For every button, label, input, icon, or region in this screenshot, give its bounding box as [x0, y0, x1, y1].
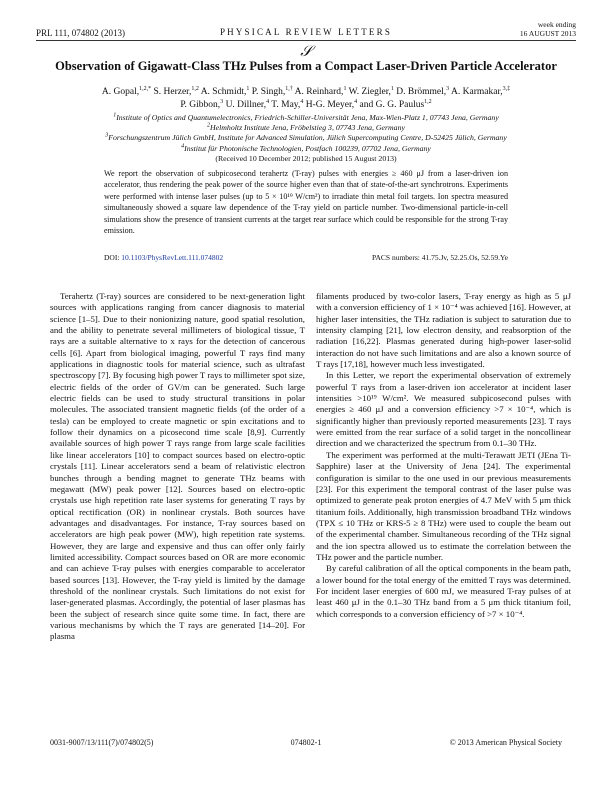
- aps-logo-icon: 𝒮: [300, 44, 312, 60]
- doi-label: DOI:: [104, 253, 120, 262]
- affiliation-3: $^3$Forschungszentrum Jülich GmbH, Institute for Advanced Simulation, Jülich Supercomputing Centre, D-52425 Jülich, Germany: [105, 132, 507, 143]
- authors-line-1: A. Gopal,$^{1,2,*}$ S. Herzer,$^{1,2}$ A. Schmidt,$^1$ P. Singh,$^{1,\dagger}$ A. Reinhard,$^1$ W. Ziegler,$^1$ D. Brömmel,$^3$ A. Karmakar,$^{3,\ddagger}$: [101, 85, 511, 97]
- authors-line-2: P. Gibbon,$^3$ U. Dillner,$^4$ T. May,$^4$ H-G. Meyer,$^4$ and G. G. Paulus$^{1,2}$: [180, 98, 432, 110]
- affiliations: [36, 113, 576, 164]
- week-ending-label: week ending: [537, 20, 576, 29]
- body-paragraph: filaments produced by two-color lasers, T-ray energy as high as 5 μJ with a conversion efficiency of 1 × 10⁻⁴ was achieved [16]. However, at higher laser intensities, the THz radiation is subject to saturation due to intensity clamping [21], low electron density, and reabsorption of the radiation [16,22]. Plasmas generated during high-power laser-solid interaction do not have such limitations and are also a known source of T rays [17,18], however much less investigated.: [316, 291, 571, 370]
- author-list: [50, 86, 562, 112]
- footer-issn: 0031-9007/13/111(7)/074802(5): [50, 738, 154, 747]
- week-ending-date: 16 AUGUST 2013: [519, 28, 576, 38]
- journal-name: PHYSICAL REVIEW LETTERS: [219, 27, 393, 37]
- footer-page-number: 074802-1: [290, 738, 322, 747]
- body-column-left: [50, 291, 305, 643]
- abstract: We report the observation of subpicosecond terahertz (T-ray) pulses with energies ≥ 460 μJ from a laser-driven ion accelerator, thus rendering the peak power of the source higher even than that of state-of-the-art synchrotrons. Experiments were performed with intense laser pulses (up to 5 × 10¹⁹ W/cm²) to irradiate thin metal foil targets. Ion spectra measured simultaneously showed a square law dependence of the T-ray yield on particle number. Two-dimensional particle-in-cell simulations show the presence of transient currents at the target rear surface which could be responsible for the strong T-ray emission.: [104, 169, 508, 236]
- header-rule: [36, 40, 576, 41]
- body-column-right: [316, 291, 571, 620]
- affiliation-4: $^4$Institut für Photonische Technologien, Postfach 100239, 07702 Jena, Germany: [181, 143, 431, 153]
- running-header: [36, 20, 576, 42]
- pacs-numbers: PACS numbers: 41.75.Jv, 52.25.Os, 52.59.Ye: [372, 253, 508, 262]
- received-date: (Received 10 December 2012; published 15 August 2013): [215, 153, 397, 163]
- journal-reference: PRL 111, 074802 (2013): [36, 28, 125, 38]
- body-paragraph: In this Letter, we report the experimental observation of extremely powerful T rays from a laser-driven ion accelerator at incident laser intensities >10¹⁹ W/cm². We measured subpicosecond pulses with energies ≥ 460 μJ and a conversion efficiency >7 × 10⁻⁴, which is significantly higher than previously reported measurements [23]. T rays were emitted from the rear surface of a solid target in the noncollinear direction and we characterized the spectrum from 0.1–30 THz.: [316, 370, 571, 449]
- week-ending: [520, 21, 576, 38]
- body-paragraph: The experiment was performed at the multi-Terawatt JETI (JEna Ti-Sapphire) laser at the University of Jena [24]. The experimental configuration is similar to the one used in our previous measurements [23]. For this experiment the temporal contrast of the laser pulse was optimized to generate peak proton energies of 4.7 MeV with 5 μm thick titanium foils. Additionally, high transmission broadband THz windows (TPX ≤ 10 THz or KRS-5 ≥ 8 THz) were used to couple the beam out of the experimental chamber. Simultaneous recording of the THz signal and the ion spectra allowed us to estimate the correlation between the THz power and the particle number.: [316, 449, 571, 562]
- body-paragraph: Terahertz (T-ray) sources are considered to be next-generation light sources with applications ranging from cancer diagnosis to material science [1–5]. Due to their nonionizing nature, good spatial resolution, and the ability to penetrate several millimeters of biological tissue, T rays are a suitable alternative to x rays for the detection of cancerous cells [6]. Apart from biological imaging, powerful T rays find many applications in diagnostic tools for material science, such as ultrafast spectroscopy [7]. By focusing high power T rays to millimeter spot size, electric fields of the order of GV/m can be generated. Such large electric fields can be used to study structural transitions in polar molecules. The associated transient magnetic fields (of the order of a tesla) can be employed to create magnetic or spin excitations and to follow their dynamics on a picosecond time scale [8,9]. Currently available sources of high power T rays range from large scale facilities like linear accelerators [10] to compact sources based on electro-optic crystals [11]. Linear accelerators send a beam of relativistic electron bunches through a bending magnet to generate THz beams with megawatt (MW) peak power [12]. Sources based on electro-optic crystals use high repetition rate laser systems for generating T rays by optical rectification (OR) in nonlinear crystals. Both sources have advantages and disadvantages. For instance, T-ray sources based on accelerators are high peak power (MW), high repetition rate systems. However, they are large and expensive and thus can offer only fairly limited accessibility. Compact sources based on OR are more economic and can achieve T-ray pulses with energies comparable to accelerator based sources [13]. However, the T-ray yield is limited by the damage threshold of the nonlinear crystals. Such limitations do not exist for laser-generated plasmas. Accordingly, the potential of laser plasmas has been the subject of research since quite some time. In fact, there are various mechanisms by which the T rays are generated [14–20]. For plasma: [50, 291, 305, 642]
- footer-copyright: © 2013 American Physical Society: [449, 738, 562, 747]
- affiliation-2: $^2$Helmholtz Institute Jena, Fröbelstieg 3, 07743 Jena, Germany: [207, 122, 405, 133]
- body-paragraph: By careful calibration of all the optical components in the beam path, a lower bound for the total energy of the emitted T rays was determined. For incident laser energies of 600 mJ, we measured T-ray pulses of at least 460 μJ in the 0.1–30 THz band from a 5 μm thick titanium foil, which corresponds to a conversion efficiency of >7 × 10⁻⁴.: [316, 563, 571, 619]
- doi-link[interactable]: 10.1103/PhysRevLett.111.074802: [121, 253, 224, 262]
- paper-title: Observation of Gigawatt-Class THz Pulses from a Compact Laser-Driven Particle Accelerator: [55, 59, 557, 73]
- doi-line: [104, 253, 508, 262]
- affiliation-1: $^1$Institute of Optics and Quantumelectronics, Friedrich-Schiller-Universität Jena, Max-Wien-Platz 1, 07743 Jena, Germany: [113, 112, 499, 122]
